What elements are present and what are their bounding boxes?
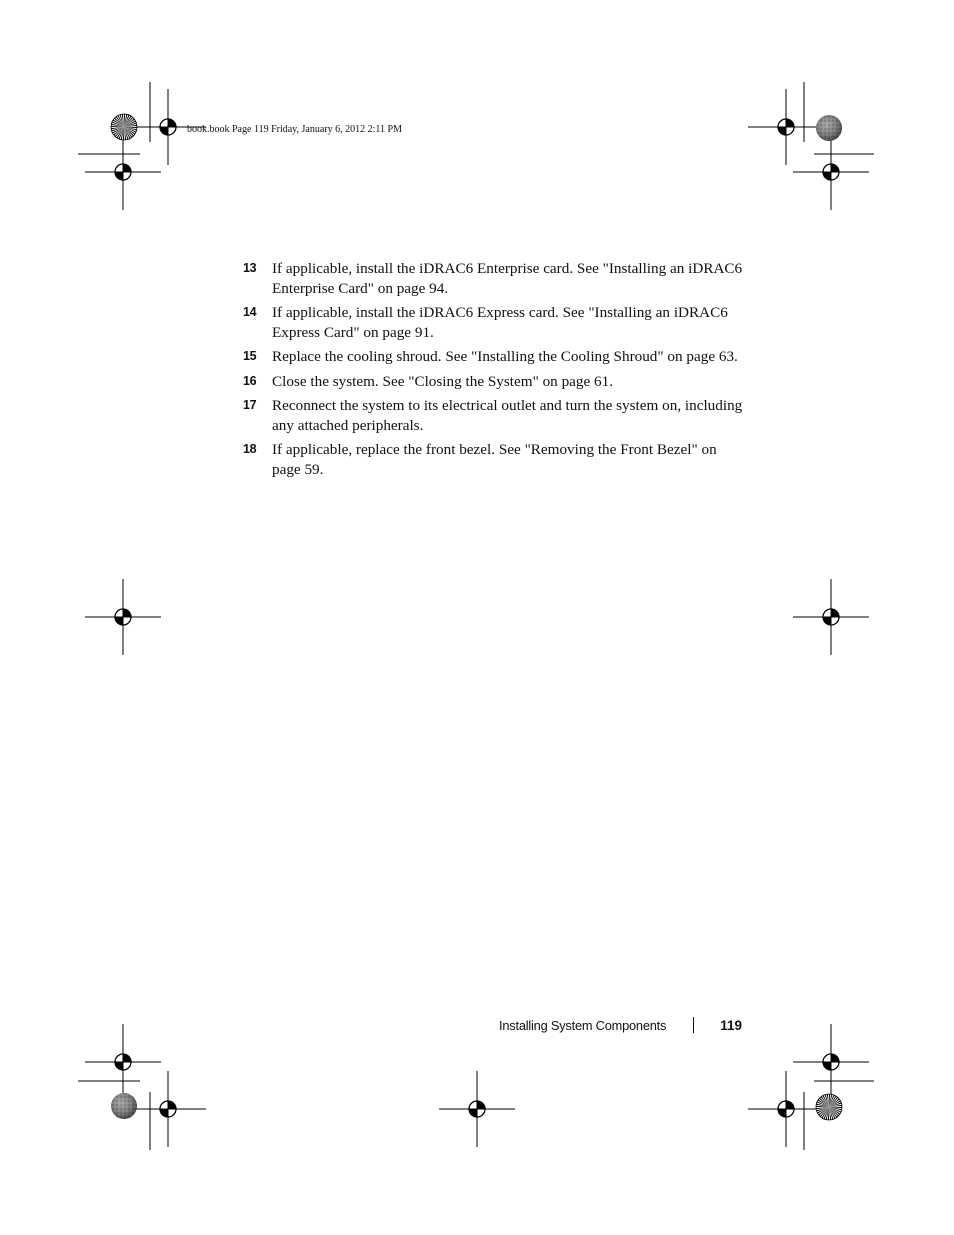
registration-crosshair-icon xyxy=(439,1071,515,1147)
step-number: 15 xyxy=(243,349,257,363)
registration-crosshair-icon xyxy=(793,134,869,210)
step-item xyxy=(243,303,743,342)
step-number: 17 xyxy=(243,398,257,412)
registration-crosshair-icon xyxy=(793,1024,869,1100)
footer-section-title: Installing System Components xyxy=(499,1017,667,1033)
print-slug: book.book Page 119 Friday, January 6, 2012 2:11 PM xyxy=(187,124,402,135)
step-item xyxy=(243,440,743,479)
gray-textured-circle-icon xyxy=(816,115,842,141)
step-number: 16 xyxy=(243,373,257,388)
step-number: 13 xyxy=(243,261,257,275)
step-text: Replace the cooling shroud. See "Installing the Cooling Shroud" on page 63. xyxy=(272,348,738,365)
registration-crosshair-icon xyxy=(793,579,869,655)
page-number: 119 xyxy=(720,1017,743,1033)
gray-textured-circle-icon xyxy=(111,1093,137,1119)
step-item xyxy=(243,347,743,367)
registration-crosshair-icon xyxy=(130,1071,206,1147)
footer-separator xyxy=(693,1017,694,1033)
registration-crosshair-icon xyxy=(85,1024,161,1100)
step-item xyxy=(243,396,743,435)
registration-crosshair-icon xyxy=(85,579,161,655)
step-number: 14 xyxy=(243,305,257,319)
step-item xyxy=(243,259,743,298)
registration-crosshair-icon xyxy=(748,89,824,165)
step-text: If applicable, install the iDRAC6 Enterprise card. See "Installing an iDRAC6 Enterprise Card" on page 94. xyxy=(272,260,743,297)
registration-crosshair-icon xyxy=(748,1071,824,1147)
step-text: Reconnect the system to its electrical outlet and turn the system on, including any attached peripherals. xyxy=(272,397,743,434)
starburst-wheel-icon xyxy=(111,114,137,140)
step-text: Close the system. See "Closing the System" on page 61. xyxy=(272,372,614,390)
page-footer xyxy=(499,1014,742,1036)
step-number: 18 xyxy=(243,442,257,456)
step-item xyxy=(243,372,743,392)
registration-crosshair-icon xyxy=(85,134,161,210)
procedure-steps xyxy=(243,259,743,484)
starburst-wheel-icon xyxy=(816,1094,842,1120)
step-text: If applicable, replace the front bezel. See "Removing the Front Bezel" on page 59. xyxy=(272,441,717,478)
step-text: If applicable, install the iDRAC6 Express card. See "Installing an iDRAC6 Express Card" on page 91. xyxy=(272,304,728,341)
